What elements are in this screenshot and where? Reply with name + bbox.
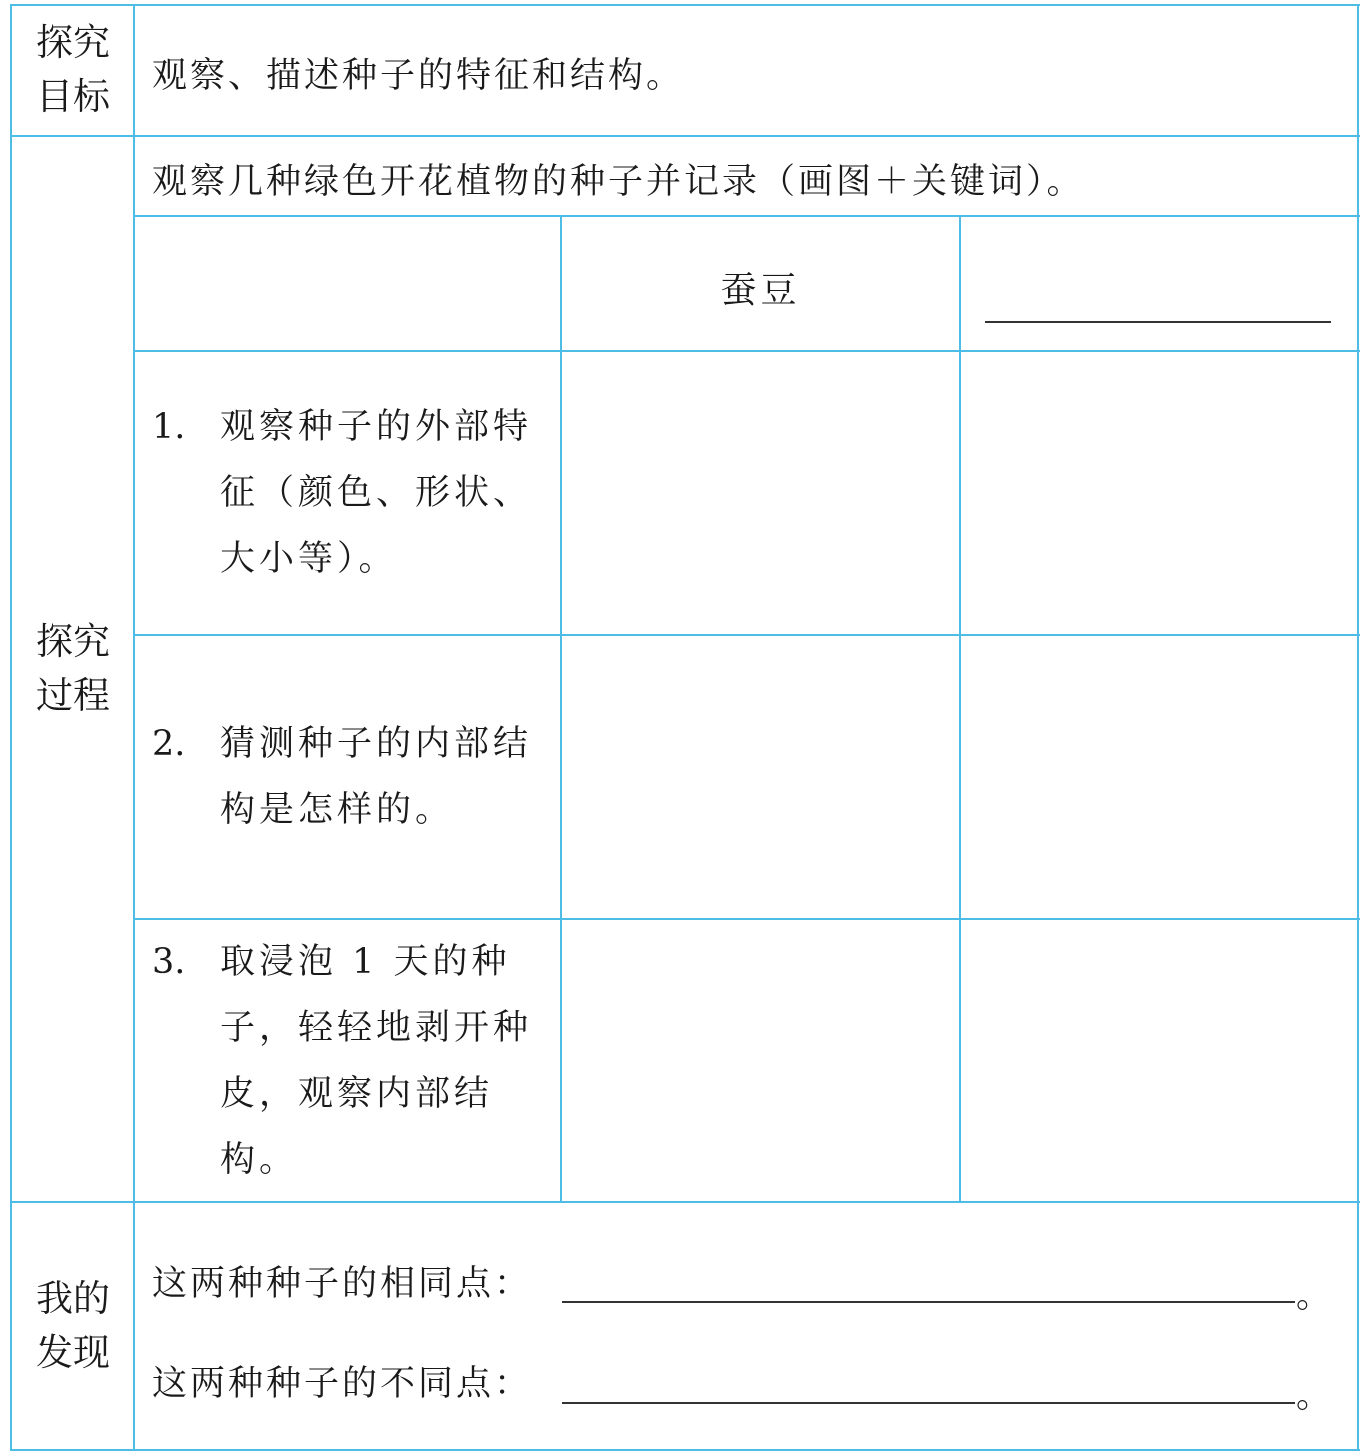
same-points-blank-line[interactable] — [562, 1301, 1295, 1303]
process-label-line1: 探究 — [36, 620, 110, 663]
divider-process — [10, 1201, 1360, 1203]
goal-label — [12, 4, 134, 135]
step-3-number: 3. — [152, 942, 186, 982]
answer-cell-3-2[interactable] — [961, 920, 1357, 1201]
findings-label-line1: 我的 — [36, 1277, 110, 1320]
border-bottom — [10, 1449, 1360, 1451]
answer-cell-1-1[interactable] — [562, 352, 959, 634]
process-instruction: 观察几种绿色开花植物的种子并记录（画图＋关键词）。 — [152, 162, 1085, 202]
goal-text: 观察、描述种子的特征和结构。 — [152, 56, 685, 96]
step-3-text: 取浸泡 1 天的种子，轻轻地剥开种皮，观察内部结构。 — [220, 942, 533, 1180]
diff-points-label: 这两种种子的不同点： — [152, 1364, 533, 1404]
findings-label-line2: 发现 — [36, 1331, 110, 1374]
column-header-1: 蚕豆 — [720, 270, 801, 311]
column-header-2-blank-line[interactable] — [985, 321, 1331, 323]
step-1-text: 观察种子的外部特征（颜色、形状、大小等）。 — [220, 407, 533, 579]
answer-cell-2-1[interactable] — [562, 636, 959, 918]
same-points-label: 这两种种子的相同点： — [152, 1264, 533, 1304]
diff-points-blank-line[interactable] — [562, 1402, 1295, 1404]
border-right — [1357, 4, 1359, 1451]
findings-label — [12, 1203, 134, 1449]
answer-cell-2-2[interactable] — [961, 636, 1357, 918]
border-top — [10, 4, 1360, 6]
diff-points-end-mark: 。 — [1296, 1376, 1335, 1416]
goal-label-line2: 目标 — [36, 74, 110, 118]
process-label — [12, 137, 134, 1201]
same-points-end-mark: 。 — [1296, 1276, 1335, 1316]
step-2-number: 2. — [152, 724, 186, 764]
goal-label-line1: 探究 — [36, 20, 110, 64]
answer-cell-3-1[interactable] — [562, 920, 959, 1201]
divider-goal — [10, 135, 1360, 137]
step-2-text: 猜测种子的内部结构是怎样的。 — [220, 724, 533, 830]
step-1-number: 1. — [152, 407, 186, 447]
process-label-line2: 过程 — [36, 674, 110, 717]
answer-cell-1-2[interactable] — [961, 352, 1357, 634]
column-header-2[interactable] — [961, 217, 1357, 350]
